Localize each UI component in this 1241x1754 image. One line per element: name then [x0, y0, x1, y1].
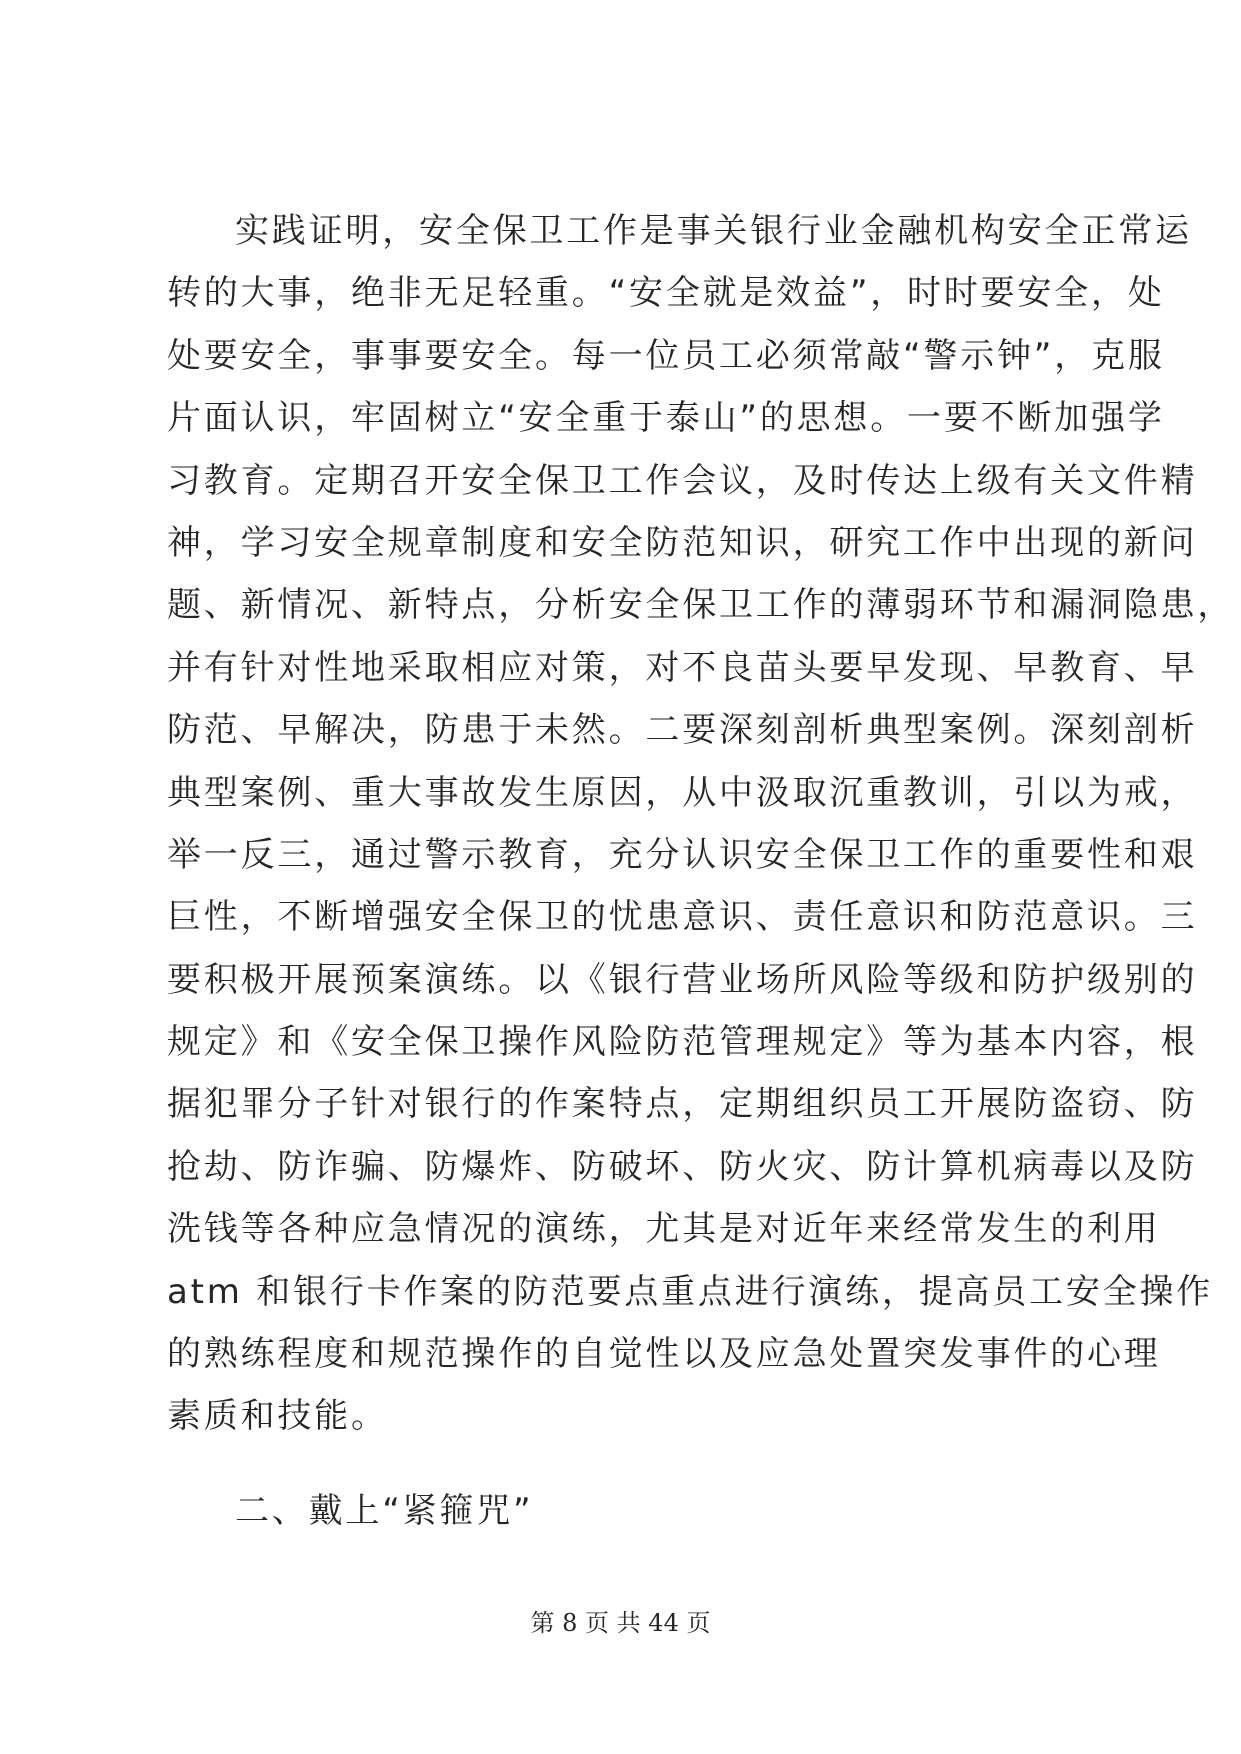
paragraph-line: 实践证明，安全保卫工作是事关银行业金融机构安全正常运 [235, 211, 1192, 251]
paragraph-line: 素质和技能。 [167, 1396, 388, 1437]
paragraph-line: 防范、早解决，防患于未然。二要深刻剖析典型案例。深刻剖析 [167, 710, 1198, 751]
paragraph-line: 典型案例、重大事故发生原因，从中汲取沉重教训，引以为戒， [167, 772, 1198, 813]
paragraph-line: 习教育。定期召开安全保卫工作会议，及时传达上级有关文件精 [167, 460, 1198, 501]
paragraph-line: 规定》和《安全保卫操作风险防范管理规定》等为基本内容，根 [167, 1022, 1198, 1063]
paragraph-line: 并有针对性地采取相应对策，对不良苗头要早发现、早教育、早 [167, 647, 1198, 688]
body-paragraph [167, 200, 1235, 1448]
paragraph-line: 洗钱等各种应急情况的演练，尤其是对近年来经常发生的利用 [167, 1209, 1161, 1250]
paragraph-line: 片面认识，牢固树立“安全重于泰山”的思想。一要不断加强学 [167, 398, 1165, 439]
paragraph-line: 神，学习安全规章制度和安全防范知识，研究工作中出现的新问 [167, 522, 1198, 563]
paragraph-line: 据犯罪分子针对银行的作案特点，定期组织员工开展防盗窃、防 [167, 1084, 1198, 1125]
paragraph-line: 举一反三，通过警示教育，充分认识安全保卫工作的重要性和艰 [167, 834, 1198, 875]
paragraph-line: 抢劫、防诈骗、防爆炸、防破坏、防火灾、防计算机病毒以及防 [167, 1146, 1198, 1187]
section-heading: 二、戴上“紧箍咒” [235, 1491, 534, 1531]
paragraph-line: 转的大事，绝非无足轻重。“安全就是效益”，时时要安全，处 [167, 273, 1165, 314]
paragraph-line: 巨性，不断增强安全保卫的忧患意识、责任意识和防范意识。三 [167, 897, 1198, 938]
paragraph-line: 要积极开展预案演练。以《银行营业场所风险等级和防护级别的 [167, 959, 1198, 1000]
paragraph-line: 处要安全，事事要安全。每一位员工必须常敲“警示钟”，克服 [167, 335, 1165, 376]
paragraph-line: 的熟练程度和规范操作的自觉性以及应急处置突发事件的心理 [167, 1334, 1161, 1375]
paragraph-line: atm 和银行卡作案的防范要点重点进行演练，提高员工安全操作 [167, 1271, 1214, 1312]
paragraph-line: 题、新情况、新特点，分析安全保卫工作的薄弱环节和漏洞隐患， [167, 585, 1235, 626]
page-number-footer: 第 8 页 共 44 页 [530, 1609, 711, 1637]
